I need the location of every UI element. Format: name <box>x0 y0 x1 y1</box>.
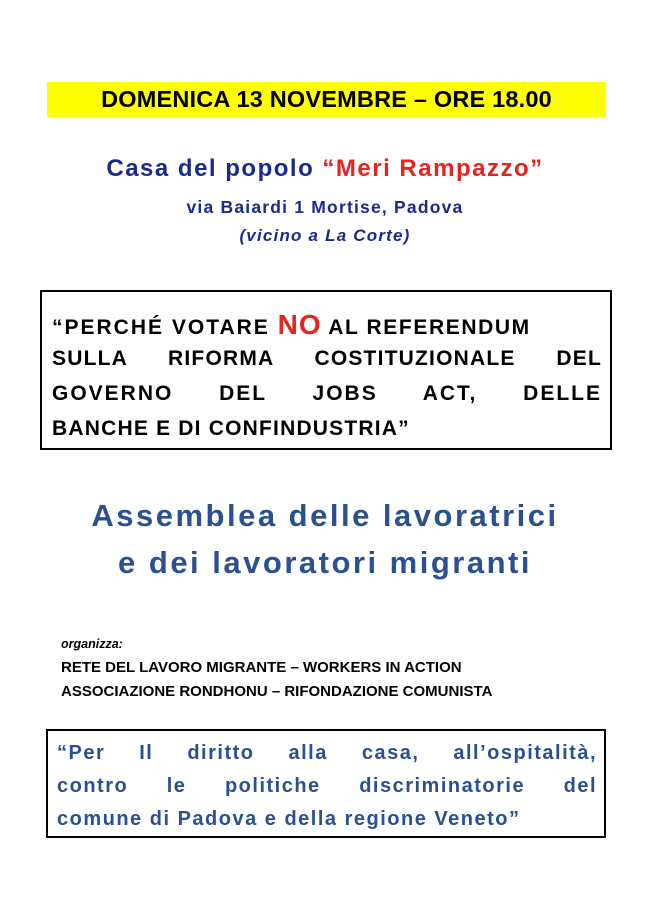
assembly-title-line-1: Assemblea delle lavoratrici <box>91 498 559 533</box>
venue-name: “Meri Rampazzo” <box>322 155 544 182</box>
question-line-2: SULLA RIFORMA COSTITUZIONALE DEL <box>52 347 602 370</box>
venue-note: (vicino a La Corte) <box>239 226 411 245</box>
question-line-3: GOVERNO DEL JOBS ACT, DELLE <box>52 382 602 405</box>
question-box <box>40 290 612 450</box>
organizers-line-2: ASSOCIAZIONE RONDHONU – RIFONDAZIONE COMUNISTA <box>61 683 493 700</box>
venue-address: via Baiardi 1 Mortise, Padova <box>186 197 464 217</box>
organizers-line-1: RETE DEL LAVORO MIGRANTE – WORKERS IN ACTION <box>61 659 462 676</box>
motto-box <box>46 729 606 838</box>
question-no-word: NO <box>277 309 322 340</box>
organizers-label: organizza: <box>61 637 123 651</box>
question-line-1-end: AL REFERENDUM <box>321 316 531 339</box>
motto-line-1: “Per Il diritto alla casa, all’ospitalità, <box>57 742 597 764</box>
motto-line-2: contro le politiche discriminatorie del <box>57 775 597 797</box>
question-line-4: BANCHE E DI CONFINDUSTRIA” <box>52 417 410 440</box>
event-datetime-banner: DOMENICA 13 NOVEMBRE – ORE 18.00 <box>47 82 606 117</box>
question-line-1-start: “PERCHÉ VOTARE <box>52 316 278 339</box>
question-line-1 <box>52 309 602 341</box>
assembly-title-line-2: e dei lavoratori migranti <box>118 545 532 580</box>
venue-title <box>0 155 650 183</box>
venue-prefix: Casa del popolo <box>106 155 323 182</box>
motto-line-3: comune di Padova e della regione Veneto” <box>57 808 521 830</box>
